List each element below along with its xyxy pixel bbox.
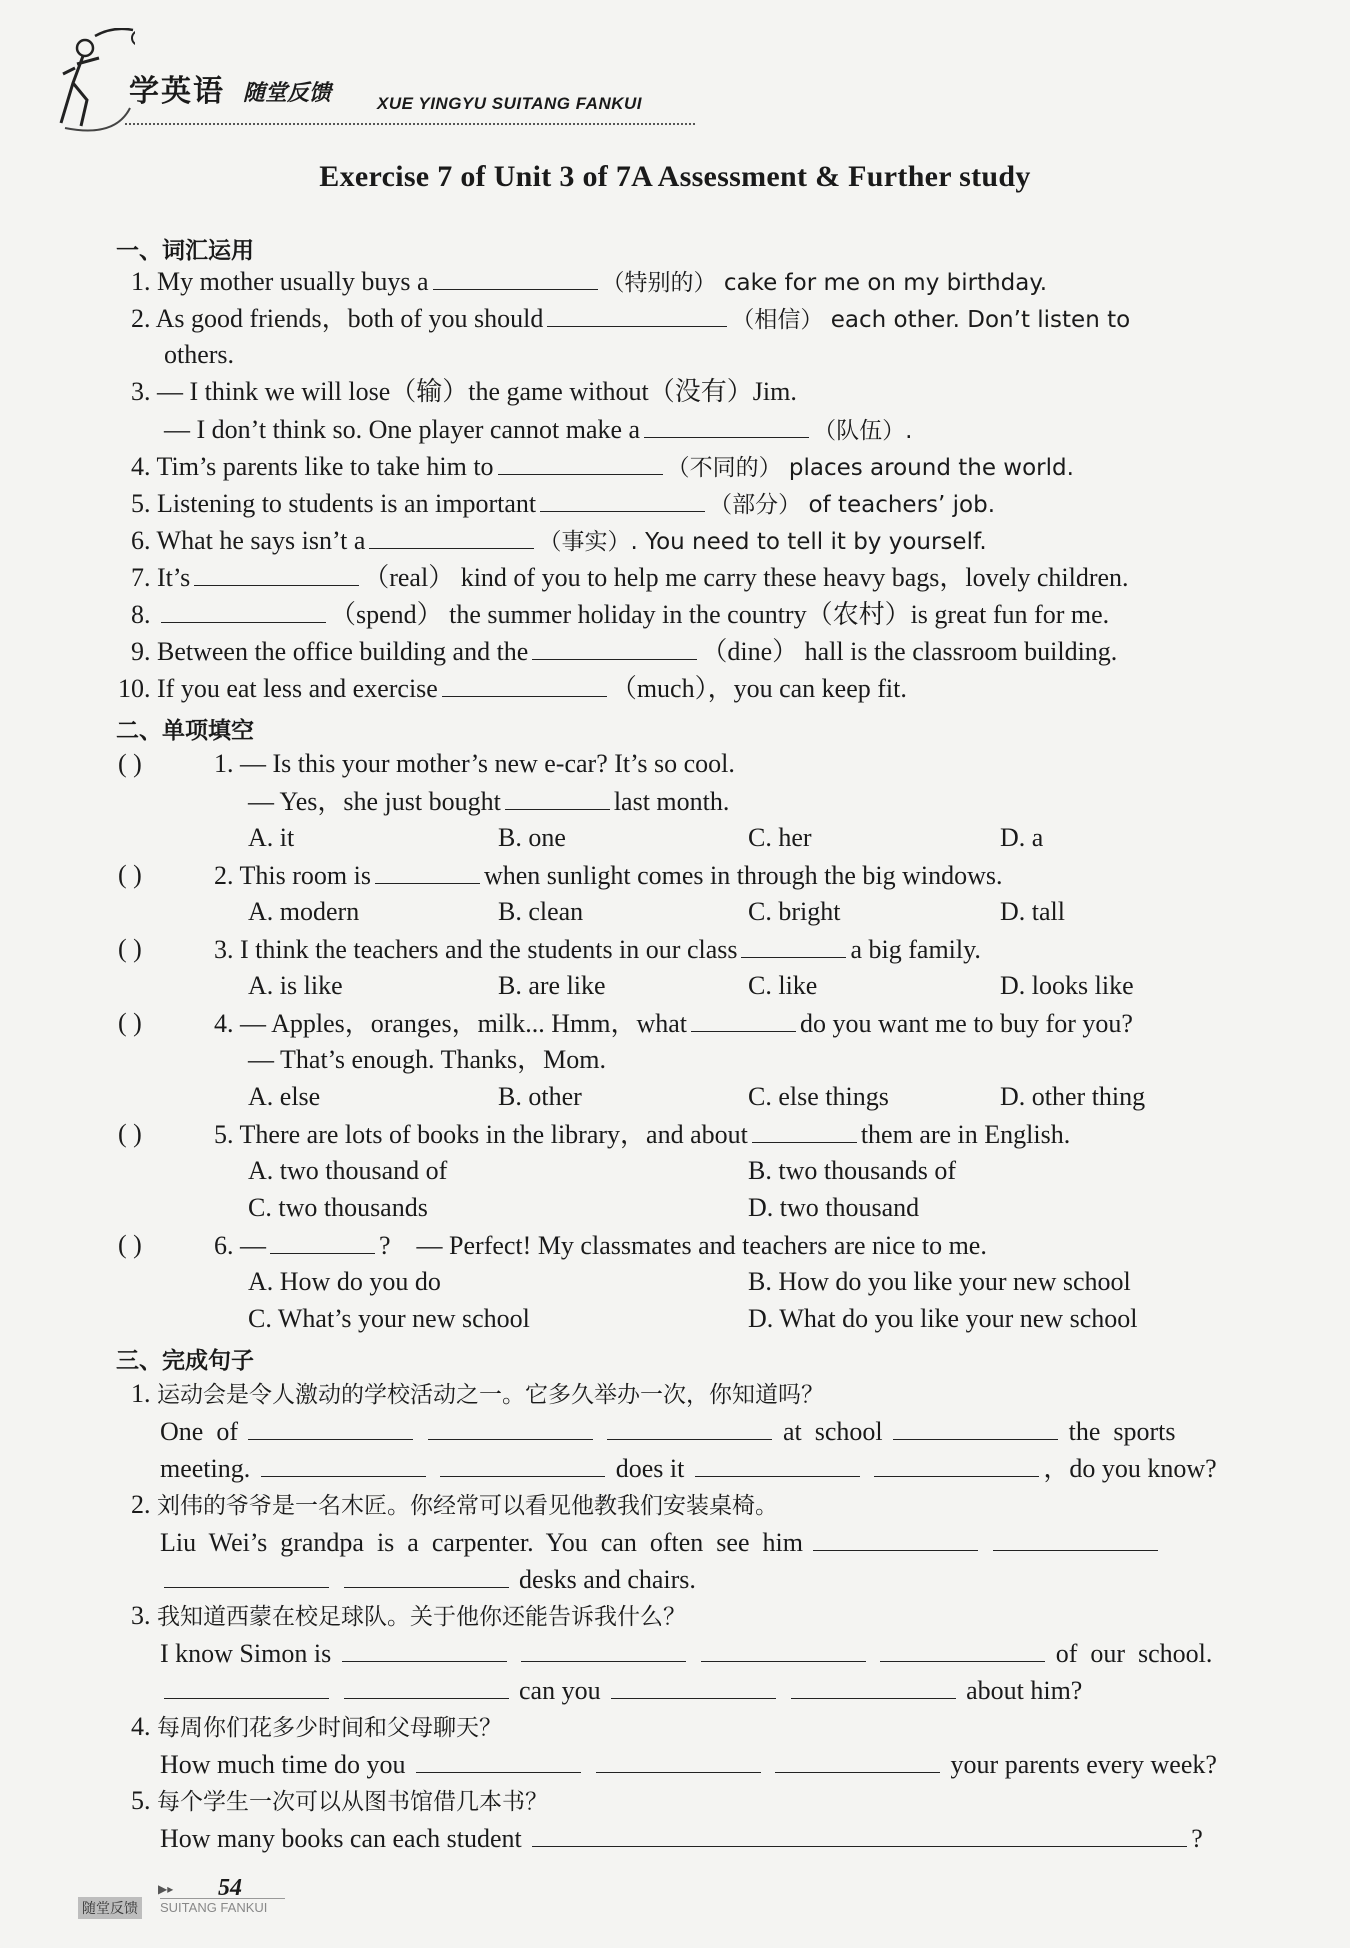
answer-blank[interactable] [261, 1452, 426, 1477]
answer-paren[interactable]: ( ) [118, 1008, 142, 1037]
vocab-item-2-cont: others. [164, 340, 235, 369]
page-arrow-icon: ▶▸ [158, 1882, 174, 1896]
answer-blank[interactable] [596, 1748, 761, 1773]
option-c: C. What’s your new school [248, 1304, 530, 1333]
option-d: D. other thing [1000, 1082, 1146, 1111]
item-text: at school [782, 1417, 883, 1446]
answer-blank[interactable] [691, 1007, 796, 1032]
item-text: What he says isn’t a [156, 526, 366, 555]
answer-blank[interactable] [521, 1637, 686, 1662]
item-text: （特别的） cake for me on my birthday. [601, 270, 1048, 296]
answer-paren[interactable]: ( ) [118, 1230, 142, 1259]
vocab-item-1 [131, 265, 1047, 299]
item-text: them are in English. [860, 1120, 1071, 1149]
section-heading-mc: 二、单项填空 [116, 718, 254, 744]
answer-paren[interactable]: ( ) [118, 1119, 142, 1148]
mc-question-4 [214, 1007, 1133, 1040]
answer-blank[interactable] [442, 672, 607, 697]
item-text: — Apples，oranges，milk... Hmm，what [240, 1009, 688, 1038]
answer-blank[interactable] [344, 1674, 509, 1699]
answer-blank[interactable] [644, 413, 809, 438]
answer-blank[interactable] [164, 1563, 329, 1588]
answer-blank[interactable] [270, 1229, 375, 1254]
item-text: — I think we will lose（输）the game without（没有）Jim. [157, 377, 797, 406]
item-text: （real） kind of you to help me carry these heavy bags，lovely children. [363, 563, 1129, 592]
vocab-item-5 [131, 487, 995, 521]
item-number: 1. [131, 267, 151, 296]
mc-question-1-reply [248, 785, 729, 818]
option-a: A. How do you do [248, 1267, 441, 1296]
option-a: A. else [248, 1082, 321, 1111]
mc-question-1 [214, 748, 735, 780]
item-text: I think the teachers and the students in our class [240, 935, 738, 964]
footer-tag: 随堂反馈 [78, 1897, 142, 1919]
item-number: 2. [131, 1490, 151, 1519]
option-d: D. tall [1000, 897, 1065, 926]
item-text: （相信） each other. Don’t listen to [731, 307, 1131, 333]
mc-question-3 [214, 933, 981, 966]
item-text: last month. [613, 787, 730, 816]
option-d: D. two thousand [748, 1193, 920, 1222]
item-number: 5. [131, 1786, 151, 1815]
item-text: the sports [1068, 1417, 1176, 1446]
vocab-item-4 [131, 450, 1074, 484]
item-number: 3. [131, 377, 151, 406]
item-text: （不同的） places around the world. [666, 455, 1074, 481]
footer-divider [160, 1898, 285, 1899]
sentence-item-2-line2 [160, 1563, 696, 1596]
item-number: 4. [131, 452, 151, 481]
sentence-item-2-cn [131, 1489, 778, 1522]
answer-blank[interactable] [993, 1526, 1158, 1551]
answer-blank[interactable] [547, 302, 727, 327]
option-c: C. bright [748, 897, 841, 926]
answer-blank[interactable] [344, 1563, 509, 1588]
mc-question-2 [214, 859, 1003, 892]
chinese-prompt: 运动会是令人激动的学校活动之一。它多久举办一次，你知道吗？ [157, 1382, 824, 1408]
answer-blank[interactable] [248, 1415, 413, 1440]
option-c: C. two thousands [248, 1193, 428, 1222]
item-number: 7. [131, 563, 151, 592]
answer-blank[interactable] [428, 1415, 593, 1440]
answer-blank[interactable] [893, 1415, 1058, 1440]
option-a: A. modern [248, 897, 360, 926]
option-c: C. else things [748, 1082, 889, 1111]
item-text: There are lots of books in the library，and about [239, 1120, 748, 1149]
option-b: B. are like [498, 971, 606, 1000]
vocab-item-10 [118, 672, 907, 705]
mc-question-6 [214, 1229, 987, 1262]
sentence-item-5-line1 [160, 1822, 1203, 1855]
answer-blank[interactable] [498, 450, 663, 475]
item-number: 5. [214, 1120, 234, 1149]
sentence-item-1-line1 [160, 1415, 1176, 1448]
vocab-item-6 [131, 524, 987, 558]
vocab-item-8 [131, 598, 1109, 631]
item-text: when sunlight comes in through the big windows. [483, 861, 1003, 890]
option-b: B. one [498, 823, 566, 852]
chinese-prompt: 刘伟的爷爷是一名木匠。你经常可以看见他教我们安装桌椅。 [157, 1493, 778, 1519]
item-text: your parents every week? [950, 1750, 1217, 1779]
item-text: Liu Wei’s grandpa is a carpenter. You can often see him [160, 1528, 803, 1557]
header-pinyin: XUE YINGYU SUITANG FANKUI [377, 94, 643, 113]
answer-blank[interactable] [880, 1637, 1045, 1662]
chinese-prompt: 我知道西蒙在校足球队。关于他你还能告诉我什么？ [157, 1604, 686, 1630]
item-text: As good friends，both of you should [155, 304, 544, 333]
item-text: ? [1191, 1824, 1203, 1853]
header-divider [125, 123, 695, 125]
item-text: — Is this your mother’s new e-car? It’s so cool. [240, 749, 735, 778]
answer-paren[interactable]: ( ) [118, 934, 142, 963]
page-title: Exercise 7 of Unit 3 of 7A Assessment & Further study [319, 160, 1031, 193]
answer-blank[interactable] [540, 487, 705, 512]
item-number: 6. [131, 526, 151, 555]
item-text: does it [615, 1454, 685, 1483]
header-banner [55, 28, 685, 138]
option-a: A. two thousand of [248, 1156, 448, 1185]
answer-blank[interactable] [791, 1674, 956, 1699]
item-number: 4. [131, 1712, 151, 1741]
answer-paren[interactable]: ( ) [118, 749, 142, 778]
item-number: 9. [131, 637, 151, 666]
answer-blank[interactable] [164, 1674, 329, 1699]
vocab-item-7 [131, 561, 1129, 594]
item-number: 3. [131, 1601, 151, 1630]
item-text: （队伍）. [813, 418, 913, 444]
section-heading-vocab: 一、词汇运用 [116, 238, 254, 264]
vocab-item-2 [131, 302, 1130, 336]
item-text: can you [519, 1676, 601, 1705]
page-number: 54 [218, 1875, 242, 1901]
item-text: ? — Perfect! My classmates and teachers are nice to me. [379, 1231, 987, 1260]
item-text: Listening to students is an important [157, 489, 537, 518]
item-text: How much time do you [160, 1750, 406, 1779]
option-c: C. her [748, 823, 812, 852]
sentence-item-5-cn [131, 1785, 548, 1818]
mc-question-5 [214, 1118, 1070, 1151]
option-a: A. is like [248, 971, 343, 1000]
answer-blank[interactable] [161, 598, 326, 623]
item-text: This room is [239, 861, 371, 890]
answer-blank[interactable] [532, 1822, 1187, 1847]
item-number: 3. [214, 935, 234, 964]
item-number: 10. [118, 674, 151, 703]
answer-blank[interactable] [611, 1674, 776, 1699]
chinese-prompt: 每周你们花多少时间和父母聊天？ [157, 1715, 502, 1741]
answer-blank[interactable] [701, 1637, 866, 1662]
answer-blank[interactable] [874, 1452, 1039, 1477]
option-d: D. looks like [1000, 971, 1134, 1000]
item-number: 1. [214, 749, 234, 778]
item-number: 4. [214, 1009, 234, 1038]
option-a: A. it [248, 823, 295, 852]
sentence-item-4-cn [131, 1711, 502, 1744]
item-text: — [240, 1231, 266, 1260]
item-text: One of [160, 1417, 238, 1446]
item-text: I know Simon is [160, 1639, 332, 1668]
item-number: 5. [131, 489, 151, 518]
option-b: B. two thousands of [748, 1156, 956, 1185]
runner-logo-icon [55, 28, 135, 133]
item-number: 2. [131, 304, 151, 333]
sentence-item-2-line1 [160, 1526, 1162, 1559]
item-text: Between the office building and the [157, 637, 529, 666]
item-text: （dine） hall is the classroom building. [701, 637, 1118, 666]
header-cn-title: 学英语 [129, 74, 225, 109]
item-text: — Yes，she just bought [248, 787, 501, 816]
item-text: （spend） the summer holiday in the country（农村）is great fun for me. [330, 600, 1110, 629]
answer-paren[interactable]: ( ) [118, 860, 142, 889]
section-heading-sentences: 三、完成句子 [116, 1348, 254, 1374]
answer-blank[interactable] [369, 524, 534, 549]
item-text: If you eat less and exercise [157, 674, 438, 703]
answer-blank[interactable] [752, 1118, 857, 1143]
item-text: meeting. [160, 1454, 251, 1483]
answer-blank[interactable] [416, 1748, 581, 1773]
item-text: — I don’t think so. One player cannot make a [164, 415, 641, 444]
option-b: B. How do you like your new school [748, 1267, 1131, 1296]
sentence-item-1-line2 [160, 1452, 1217, 1485]
header-cn-sub: 随堂反馈 [243, 81, 332, 106]
answer-blank[interactable] [342, 1637, 507, 1662]
answer-blank[interactable] [505, 785, 610, 810]
chinese-prompt: 每个学生一次可以从图书馆借几本书？ [157, 1789, 548, 1815]
sentence-item-3-line1 [160, 1637, 1212, 1670]
answer-blank[interactable] [813, 1526, 978, 1551]
answer-blank[interactable] [607, 1415, 772, 1440]
option-b: B. other [498, 1082, 582, 1111]
item-text: （much），you can keep fit. [610, 674, 907, 703]
item-text: ，do you know? [1043, 1454, 1217, 1483]
answer-blank[interactable] [440, 1452, 605, 1477]
item-text: a big family. [850, 935, 981, 964]
answer-blank[interactable] [433, 265, 598, 290]
sentence-item-1-cn [131, 1378, 824, 1411]
footer-tag-pinyin: SUITANG FANKUI [160, 1900, 268, 1915]
option-c: C. like [748, 971, 818, 1000]
option-b: B. clean [498, 897, 584, 926]
item-number: 1. [131, 1379, 151, 1408]
answer-blank[interactable] [532, 635, 697, 660]
item-text: of our school. [1055, 1639, 1213, 1668]
option-d: D. a [1000, 823, 1044, 852]
item-text: How many books can each student [160, 1824, 522, 1853]
item-text: about him? [966, 1676, 1083, 1705]
sentence-item-3-cn [131, 1600, 686, 1633]
item-number: 2. [214, 861, 234, 890]
item-text: （部分） of teachers’ job. [709, 492, 996, 518]
sentence-item-4-line1 [160, 1748, 1217, 1781]
vocab-item-3 [131, 376, 797, 408]
sentence-item-3-line2 [160, 1674, 1082, 1707]
item-text: Tim’s parents like to take him to [156, 452, 494, 481]
answer-blank[interactable] [775, 1748, 940, 1773]
mc-question-4-reply: — That’s enough. Thanks，Mom. [248, 1045, 606, 1074]
item-text: desks and chairs. [519, 1565, 696, 1594]
item-text: （事实）. You need to tell it by yourself. [538, 529, 987, 555]
item-text: It’s [157, 563, 191, 592]
option-d: D. What do you like your new school [748, 1304, 1138, 1333]
item-number: 6. [214, 1231, 234, 1260]
answer-blank[interactable] [194, 561, 359, 586]
item-text: do you want me to buy for you? [800, 1009, 1133, 1038]
item-text: My mother usually buys a [157, 267, 429, 296]
vocab-item-3-reply [164, 413, 912, 447]
item-number: 8. [131, 600, 151, 629]
answer-blank[interactable] [695, 1452, 860, 1477]
answer-blank[interactable] [375, 859, 480, 884]
answer-blank[interactable] [741, 933, 846, 958]
vocab-item-9 [131, 635, 1117, 668]
